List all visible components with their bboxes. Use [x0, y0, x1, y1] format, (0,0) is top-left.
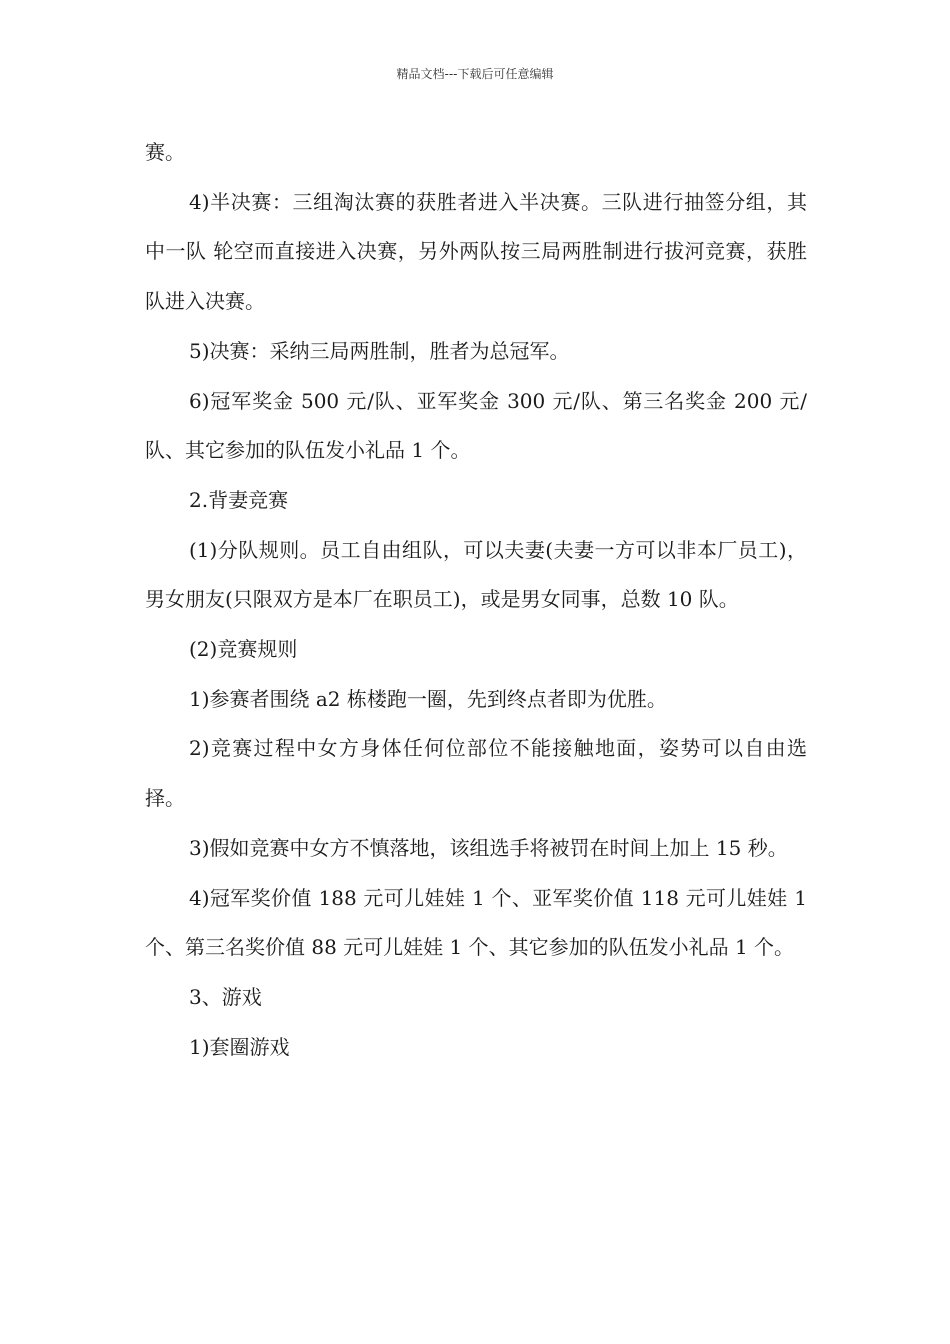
paragraph-rule-2: 2)竞赛过程中女方身体任何位部位不能接触地面，姿势可以自由选择。: [145, 736, 807, 811]
paragraph-team-rules: (1)分队规则。员工自由组队，可以夫妻(夫妻一方可以非本厂员工)，男女朋友(只限双方是本厂在职员工)，或是男女同事，总数 10 队。: [145, 537, 807, 612]
page-header: 精品文档---下载后可任意编辑: [396, 67, 554, 81]
heading-competition-rules: (2)竞赛规则: [189, 637, 298, 662]
paragraph-ring-toss: 1)套圈游戏: [189, 1034, 290, 1059]
document-body: [145, 128, 807, 1072]
paragraph-wife-prizes: 4)冠军奖价值 188 元可儿娃娃 1 个、亚军奖价值 118 元可儿娃娃 1 个、第三名奖价值 88 元可儿娃娃 1 个、其它参加的队伍发小礼品 1 个。: [145, 885, 807, 960]
paragraph-tug-prizes: 6)冠军奖金 500 元/队、亚军奖金 300 元/队、第三名奖金 200 元/队、其它参加的队伍发小礼品 1 个。: [145, 388, 807, 463]
heading-wife-carrying: 2.背妻竞赛: [189, 487, 289, 512]
paragraph-rule-1: 1)参赛者围绕 a2 栋楼跑一圈，先到终点者即为优胜。: [189, 686, 667, 711]
paragraph-continuation: 赛。: [145, 140, 185, 164]
paragraph-rule-3: 3)假如竞赛中女方不慎落地，该组选手将被罚在时间上加上 15 秒。: [189, 835, 788, 860]
paragraph-final: 5)决赛：采纳三局两胜制，胜者为总冠军。: [189, 338, 570, 363]
paragraph-semifinal: 4)半决赛：三组淘汰赛的获胜者进入半决赛。三队进行抽签分组，其中一队 轮空而直接进入决赛，另外两队按三局两胜制进行拔河竞赛，获胜队进入决赛。: [145, 189, 807, 314]
heading-games: 3、游戏: [189, 984, 262, 1009]
